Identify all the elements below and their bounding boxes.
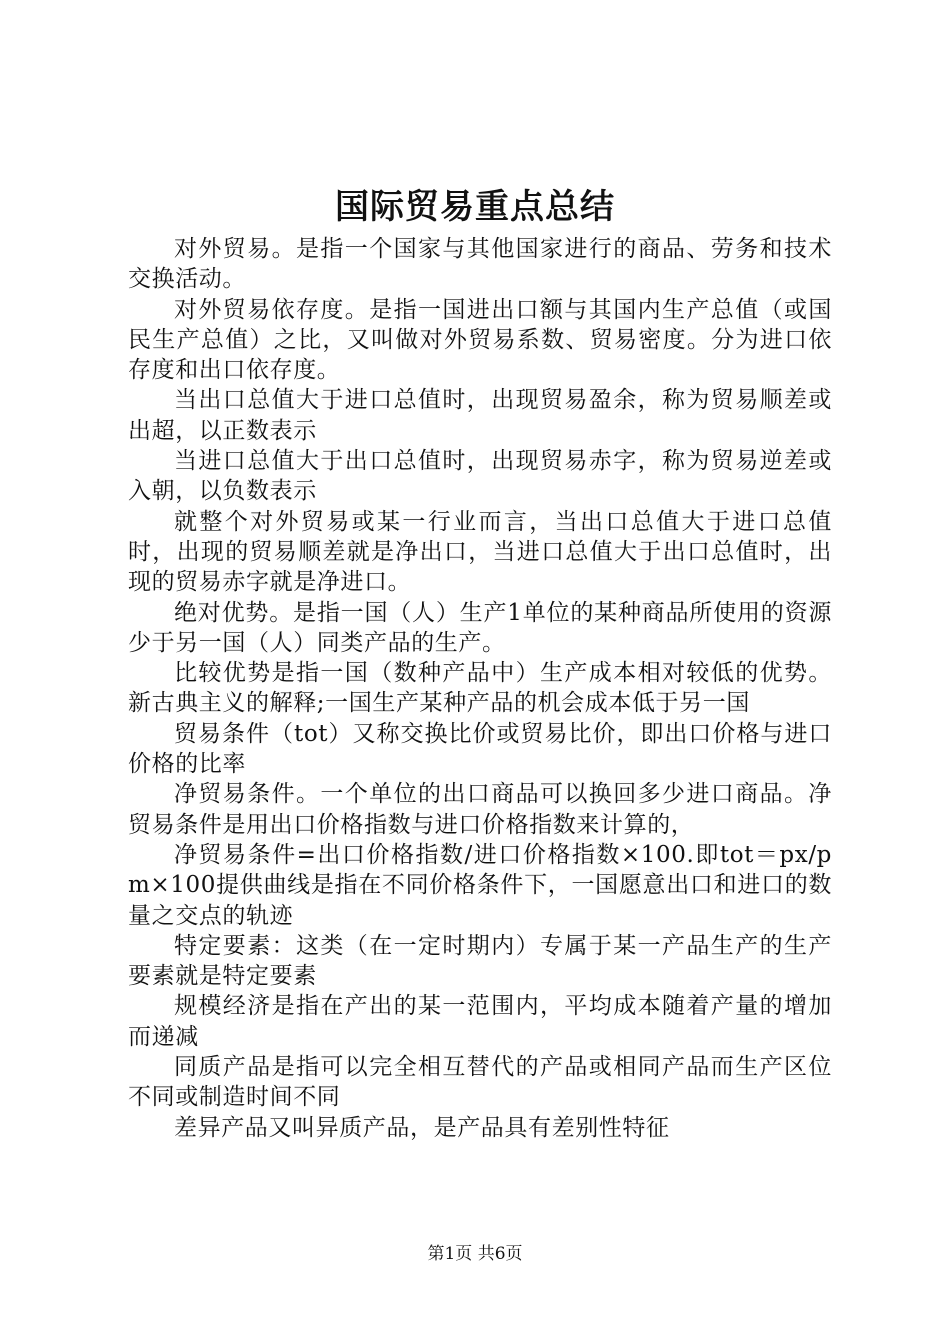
paragraph: 比较优势是指一国（数种产品中）生产成本相对较低的优势。新古典主义的解释;一国生产某种产品的机会成本低于另一国: [128, 660, 832, 717]
paragraph: 净贸易条件。一个单位的出口商品可以换回多少进口商品。净贸易条件是用出口价格指数与进口价格指数来计算的，: [128, 781, 832, 838]
paragraph: 当进口总值大于出口总值时，出现贸易赤字，称为贸易逆差或入朝，以负数表示: [128, 448, 832, 505]
page-number-footer: 第1页 共6页: [427, 1244, 523, 1264]
paragraph: 对外贸易。是指一个国家与其他国家进行的商品、劳务和技术交换活动。: [128, 236, 832, 293]
paragraph: 规模经济是指在产出的某一范围内，平均成本随着产量的增加而递减: [128, 993, 832, 1050]
paragraph: 对外贸易依存度。是指一国进出口额与其国内生产总值（或国民生产总值）之比，又叫做对外贸易系数、贸易密度。分为进口依存度和出口依存度。: [128, 296, 832, 384]
page-title: 国际贸易重点总结: [335, 187, 615, 227]
paragraph: 净贸易条件=出口价格指数/进口价格指数×100.即tot＝px/pm×100提供曲线是指在不同价格条件下，一国愿意出口和进口的数量之交点的轨迹: [128, 841, 832, 929]
paragraph: 就整个对外贸易或某一行业而言，当出口总值大于进口总值时，出现的贸易顺差就是净出口，当进口总值大于出口总值时，出现的贸易赤字就是净进口。: [128, 508, 832, 596]
document-body: [128, 234, 832, 1143]
paragraph: 特定要素：这类（在一定时期内）专属于某一产品生产的生产要素就是特定要素: [128, 932, 832, 990]
paragraph: 贸易条件（tot）又称交换比价或贸易比价，即出口价格与进口价格的比率: [128, 720, 832, 778]
paragraph: 差异产品又叫异质产品，是产品具有差别性特征: [174, 1114, 670, 1141]
paragraph: 同质产品是指可以完全相互替代的产品或相同产品而生产区位不同或制造时间不同: [128, 1054, 832, 1111]
paragraph: 当出口总值大于进口总值时，出现贸易盈余，称为贸易顺差或出超，以正数表示: [128, 387, 832, 444]
paragraph: 绝对优势。是指一国（人）生产1单位的某种商品所使用的资源少于另一国（人）同类产品的生产。: [128, 599, 832, 656]
